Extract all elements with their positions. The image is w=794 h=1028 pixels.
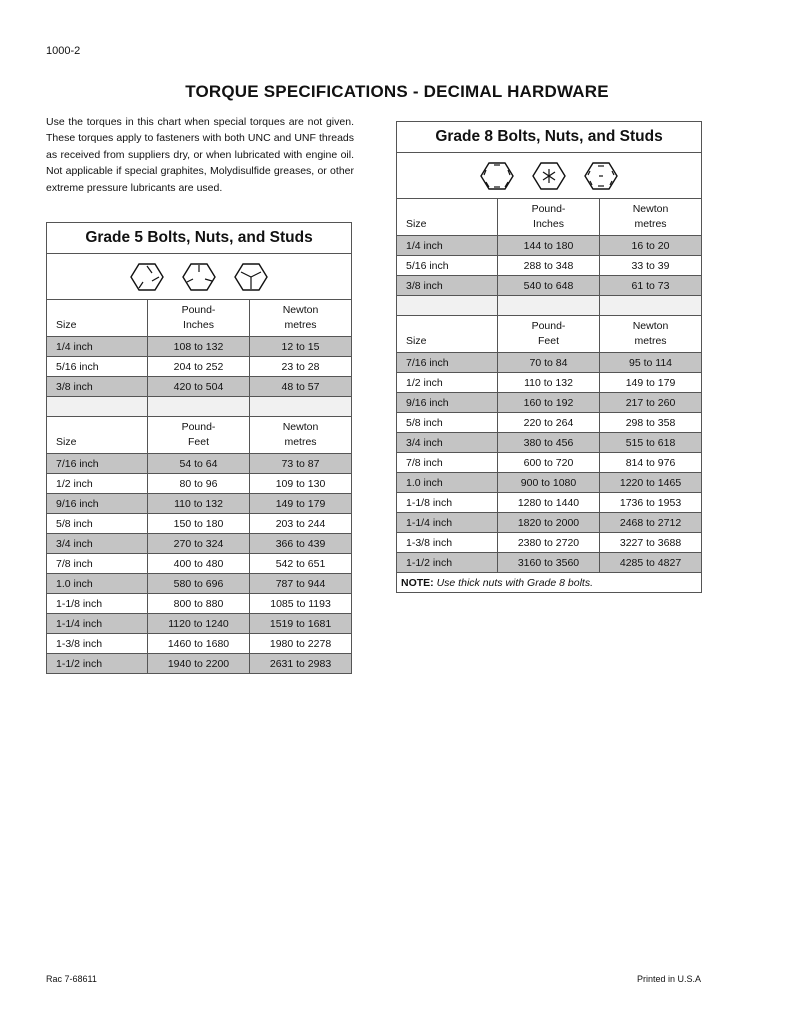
col-header-pound-line2: Inches bbox=[183, 319, 214, 331]
page-number: 1000-2 bbox=[46, 45, 81, 57]
table-row bbox=[397, 353, 702, 373]
newton-value-cell: 1085 to 1193 bbox=[250, 594, 352, 614]
spacer-cell bbox=[397, 296, 498, 316]
size-cell: 9/16 inch bbox=[47, 494, 148, 514]
pound-value-cell: 150 to 180 bbox=[148, 514, 250, 534]
size-cell: 1/4 inch bbox=[397, 236, 498, 256]
size-cell: 1/4 inch bbox=[47, 337, 148, 357]
footer-doc-code: Rac 7-68611 bbox=[46, 974, 97, 984]
pound-value-cell: 80 to 96 bbox=[148, 474, 250, 494]
col-header-newton-line2: metres bbox=[634, 218, 667, 230]
table-row bbox=[47, 474, 352, 494]
grade-marking-icons bbox=[47, 254, 352, 300]
pound-value-cell: 420 to 504 bbox=[148, 377, 250, 397]
col-header-pound-line2: Inches bbox=[533, 218, 564, 230]
size-cell: 7/16 inch bbox=[47, 454, 148, 474]
size-cell: 1-1/4 inch bbox=[47, 614, 148, 634]
col-header-newton-line1: Newton bbox=[632, 203, 669, 215]
size-cell: 5/8 inch bbox=[397, 413, 498, 433]
pound-value-cell: 70 to 84 bbox=[498, 353, 600, 373]
size-cell: 1/2 inch bbox=[397, 373, 498, 393]
grade8-torque-table bbox=[396, 121, 702, 593]
size-cell: 3/4 inch bbox=[397, 433, 498, 453]
size-cell: 7/16 inch bbox=[397, 353, 498, 373]
size-cell: 3/8 inch bbox=[47, 377, 148, 397]
newton-value-cell: 203 to 244 bbox=[250, 514, 352, 534]
hex-bolt-6-marks-icon bbox=[584, 161, 618, 191]
table-row bbox=[47, 614, 352, 634]
pound-value-cell: 1280 to 1440 bbox=[498, 493, 600, 513]
newton-value-cell: 515 to 618 bbox=[600, 433, 702, 453]
size-cell: 1/2 inch bbox=[47, 474, 148, 494]
newton-value-cell: 149 to 179 bbox=[250, 494, 352, 514]
col-header-newton bbox=[250, 417, 352, 454]
col-header-pound-line1: Pound- bbox=[531, 203, 566, 215]
intro-paragraph: Use the torques in this chart when special torques are not given. These torques apply to fasteners with both UNC and UNF threads as received from suppliers dry, or when lubricated with engine oil. Not applicable if special graphites, Molydisulfide greases, or other extreme pressure lubricants are used. bbox=[46, 116, 354, 194]
col-header-newton bbox=[600, 316, 702, 353]
table-row bbox=[47, 494, 352, 514]
size-cell: 1.0 inch bbox=[47, 574, 148, 594]
size-cell: 7/8 inch bbox=[397, 453, 498, 473]
newton-value-cell: 542 to 651 bbox=[250, 554, 352, 574]
col-header-pound bbox=[148, 417, 250, 454]
table-row bbox=[397, 433, 702, 453]
col-header-size: Size bbox=[47, 417, 148, 454]
newton-value-cell: 298 to 358 bbox=[600, 413, 702, 433]
pound-value-cell: 400 to 480 bbox=[148, 554, 250, 574]
newton-value-cell: 1980 to 2278 bbox=[250, 634, 352, 654]
size-cell: 1-3/8 inch bbox=[47, 634, 148, 654]
col-header-pound-line1: Pound- bbox=[181, 304, 216, 316]
spacer-cell bbox=[250, 397, 352, 417]
pound-value-cell: 600 to 720 bbox=[498, 453, 600, 473]
table-title: Grade 8 Bolts, Nuts, and Studs bbox=[397, 122, 702, 153]
table-row bbox=[47, 514, 352, 534]
size-cell: 5/16 inch bbox=[47, 357, 148, 377]
col-header-pound-line1: Pound- bbox=[531, 320, 566, 332]
hex-bolt-6-marks-icon bbox=[532, 161, 566, 191]
newton-value-cell: 366 to 439 bbox=[250, 534, 352, 554]
spacer-cell bbox=[47, 397, 148, 417]
newton-value-cell: 109 to 130 bbox=[250, 474, 352, 494]
table-title: Grade 5 Bolts, Nuts, and Studs bbox=[47, 223, 352, 254]
newton-value-cell: 2468 to 2712 bbox=[600, 513, 702, 533]
hex-bolt-6-marks-icon bbox=[480, 161, 514, 191]
table-row bbox=[397, 256, 702, 276]
table-row bbox=[47, 454, 352, 474]
newton-value-cell: 1220 to 1465 bbox=[600, 473, 702, 493]
grade-marking-icons bbox=[397, 153, 702, 199]
newton-value-cell: 787 to 944 bbox=[250, 574, 352, 594]
pound-value-cell: 270 to 324 bbox=[148, 534, 250, 554]
pound-value-cell: 3160 to 3560 bbox=[498, 553, 600, 573]
table-row bbox=[397, 473, 702, 493]
table-row bbox=[397, 453, 702, 473]
col-header-newton-line1: Newton bbox=[282, 421, 319, 433]
pound-value-cell: 220 to 264 bbox=[498, 413, 600, 433]
spacer-cell bbox=[148, 397, 250, 417]
pound-value-cell: 380 to 456 bbox=[498, 433, 600, 453]
col-header-newton-line2: metres bbox=[284, 436, 317, 448]
table-row bbox=[397, 236, 702, 256]
pound-value-cell: 1820 to 2000 bbox=[498, 513, 600, 533]
pound-value-cell: 800 to 880 bbox=[148, 594, 250, 614]
pound-value-cell: 110 to 132 bbox=[498, 373, 600, 393]
size-cell: 3/4 inch bbox=[47, 534, 148, 554]
table-row bbox=[397, 276, 702, 296]
newton-value-cell: 73 to 87 bbox=[250, 454, 352, 474]
table-row bbox=[47, 574, 352, 594]
size-cell: 1.0 inch bbox=[397, 473, 498, 493]
newton-value-cell: 2631 to 2983 bbox=[250, 654, 352, 674]
pound-value-cell: 1940 to 2200 bbox=[148, 654, 250, 674]
size-cell: 1-1/8 inch bbox=[397, 493, 498, 513]
hex-bolt-3-marks-icon bbox=[182, 262, 216, 292]
pound-value-cell: 288 to 348 bbox=[498, 256, 600, 276]
newton-value-cell: 4285 to 4827 bbox=[600, 553, 702, 573]
table-row bbox=[47, 654, 352, 674]
size-cell: 1-1/4 inch bbox=[397, 513, 498, 533]
size-cell: 1-1/2 inch bbox=[397, 553, 498, 573]
newton-value-cell: 23 to 28 bbox=[250, 357, 352, 377]
pound-value-cell: 204 to 252 bbox=[148, 357, 250, 377]
table-row bbox=[397, 393, 702, 413]
table-row bbox=[47, 337, 352, 357]
pound-value-cell: 540 to 648 bbox=[498, 276, 600, 296]
size-cell: 7/8 inch bbox=[47, 554, 148, 574]
size-cell: 5/16 inch bbox=[397, 256, 498, 276]
col-header-size: Size bbox=[397, 199, 498, 236]
footer-printed: Printed in U.S.A bbox=[636, 974, 701, 984]
col-header-size: Size bbox=[47, 300, 148, 337]
col-header-newton bbox=[250, 300, 352, 337]
size-cell: 3/8 inch bbox=[397, 276, 498, 296]
newton-value-cell: 48 to 57 bbox=[250, 377, 352, 397]
newton-value-cell: 1736 to 1953 bbox=[600, 493, 702, 513]
table-row bbox=[47, 357, 352, 377]
table-row bbox=[47, 634, 352, 654]
pound-value-cell: 1460 to 1680 bbox=[148, 634, 250, 654]
table-row bbox=[47, 554, 352, 574]
table-row bbox=[397, 513, 702, 533]
col-header-pound bbox=[498, 199, 600, 236]
col-header-pound-line2: Feet bbox=[187, 436, 209, 448]
newton-value-cell: 33 to 39 bbox=[600, 256, 702, 276]
grade5-torque-table bbox=[46, 222, 352, 674]
spacer-cell bbox=[600, 296, 702, 316]
table-row bbox=[47, 534, 352, 554]
pound-value-cell: 110 to 132 bbox=[148, 494, 250, 514]
col-header-size: Size bbox=[397, 316, 498, 353]
table-row bbox=[397, 533, 702, 553]
table-row bbox=[397, 373, 702, 393]
table-row bbox=[397, 413, 702, 433]
spacer-cell bbox=[498, 296, 600, 316]
pound-value-cell: 2380 to 2720 bbox=[498, 533, 600, 553]
table-row bbox=[47, 594, 352, 614]
col-header-newton-line1: Newton bbox=[632, 320, 669, 332]
col-header-pound-line1: Pound- bbox=[181, 421, 216, 433]
pound-value-cell: 900 to 1080 bbox=[498, 473, 600, 493]
table-row bbox=[397, 493, 702, 513]
newton-value-cell: 3227 to 3688 bbox=[600, 533, 702, 553]
col-header-newton-line1: Newton bbox=[282, 304, 319, 316]
pound-value-cell: 580 to 696 bbox=[148, 574, 250, 594]
col-header-newton bbox=[600, 199, 702, 236]
table-row bbox=[397, 553, 702, 573]
pound-value-cell: 144 to 180 bbox=[498, 236, 600, 256]
hex-bolt-3-marks-icon bbox=[234, 262, 268, 292]
size-cell: 1-1/2 inch bbox=[47, 654, 148, 674]
hex-bolt-3-marks-icon bbox=[130, 262, 164, 292]
note-text: Use thick nuts with Grade 8 bolts. bbox=[436, 576, 593, 589]
newton-value-cell: 12 to 15 bbox=[250, 337, 352, 357]
table-row bbox=[47, 377, 352, 397]
newton-value-cell: 149 to 179 bbox=[600, 373, 702, 393]
newton-value-cell: 95 to 114 bbox=[600, 353, 702, 373]
newton-value-cell: 16 to 20 bbox=[600, 236, 702, 256]
col-header-pound-line2: Feet bbox=[537, 335, 559, 347]
col-header-pound bbox=[498, 316, 600, 353]
newton-value-cell: 1519 to 1681 bbox=[250, 614, 352, 634]
newton-value-cell: 217 to 260 bbox=[600, 393, 702, 413]
col-header-pound bbox=[148, 300, 250, 337]
pound-value-cell: 54 to 64 bbox=[148, 454, 250, 474]
page-title: TORQUE SPECIFICATIONS - DECIMAL HARDWARE bbox=[185, 82, 609, 101]
size-cell: 5/8 inch bbox=[47, 514, 148, 534]
newton-value-cell: 61 to 73 bbox=[600, 276, 702, 296]
newton-value-cell: 814 to 976 bbox=[600, 453, 702, 473]
table-note bbox=[397, 573, 702, 593]
pound-value-cell: 108 to 132 bbox=[148, 337, 250, 357]
size-cell: 1-1/8 inch bbox=[47, 594, 148, 614]
col-header-newton-line2: metres bbox=[634, 335, 667, 347]
pound-value-cell: 1120 to 1240 bbox=[148, 614, 250, 634]
col-header-newton-line2: metres bbox=[284, 319, 317, 331]
size-cell: 9/16 inch bbox=[397, 393, 498, 413]
note-label: NOTE: bbox=[401, 576, 434, 589]
pound-value-cell: 160 to 192 bbox=[498, 393, 600, 413]
size-cell: 1-3/8 inch bbox=[397, 533, 498, 553]
